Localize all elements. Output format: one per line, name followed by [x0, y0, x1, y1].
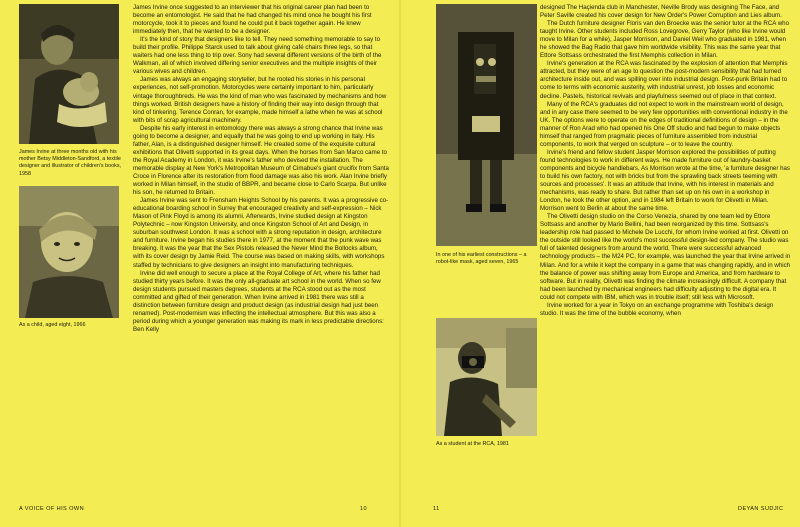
paragraph: Irvine did well enough to secure a place at the Royal College of Art, where his father had studied thirty years before. It was the only all-graduate art school in the world. When so few design students pursued masters degrees, students at the RCA stood out as the most committed and gifted of their generation. When Irvine arrived in 1981 there was still a distinction between furniture design and product design (as industrial design had just been renamed). Post-modernism was inflecting the intellectual atmosphere. But this was also a period during which a younger generation was making its mark in less predictable directions: Ben Kelly	[133, 269, 384, 333]
right-body-text	[540, 4, 792, 318]
paragraph: James Irvine was sent to Frensham Heights School by his parents. It was a progressive co-educational boarding school in Surrey that encouraged creativity and self-expression – Nick Mason of Pink Floyd is among its alumni. Afterwards, Irvine studied design at Kingston Polytechnic – now Kingston University, and once Kingston School of Art and Design, in suburban southwest London. It was a school with a strong reputation in design, architecture and furniture. Irvine began his studies there in 1977, at the moment that the punk wave was breaking. It was the year that the Sex Pistols released the Never Mind the Bollocks album, with its cover design by Jamie Reid. The course was based on making skills, with workshops staffed by technicians to give designers an insight into manufacturing techniques.	[133, 197, 389, 269]
photo-mother-and-baby	[19, 4, 119, 144]
caption-mother-and-baby: James Irvine at three months old with his mother Betsy Middleton-Sandford, a textile designer and illustrator of children's books, 1958	[19, 149, 122, 177]
folio-page-number-left: 10	[360, 506, 368, 512]
paragraph: The Dutch furniture designer Floris van den Broecke was the senior tutor at the RCA who taught Irvine. Other students included Ross Lovegrove, Gerry Taylor (who like Irvine would move to Milan for a while), Jasper Morrison, and Daniel Weil who graduated in 1981, when he showed the Bag Radio that gave him worldwide visibility. This was the same year that Ettore Sottsass orchestrated the first Memphis collection in Milan.	[540, 20, 789, 60]
paragraph: Irvine's generation at the RCA was fascinated by the explosion of attention that Memphis attracted, but they were of an age to question the post-modern sensibility that had turned architecture inside out, and was spilling over into industrial design. Post-punk Britain had to come to terms with economic austerity, with industrial unrest, job losses and economic decline. Pastels, historical revivals and playfulness seemed out of place in that context.	[540, 60, 788, 100]
photo-child-aged-eight	[19, 186, 119, 318]
paragraph: Despite his early interest in entomology there was always a strong chance that Irvine was going to become a designer, and equally that he was going to end up working in Italy. His father, Alan, is a distinguished designer himself. He created some of the exquisite cultural exhibitions that Olivetti supported in its great days. When the horses from San Marco came to the Royal Academy in London, it was Irvine's father who devised the installation. The memorable display at New York's Metropolitan Museum of Cimabue's giant crucifix from Santa Croce in Florence after its restoration from flood damage was also his work. Alan Irvine briefly worked in Milan himself, in the studio of BBPR, and became close to Carlo Scarpa. But unlike his son, he returned to Britain.	[133, 124, 389, 197]
paragraph: It's the kind of story that designers like to tell. They need something memorable to say to build their profile. Philippe Starck used to talk about giving café chairs three legs, so that waiters had one less thing to trip over. Sony had several different versions of the birth of the Walkman, all of which involved differing senior executives and the multiple insights of their various wives and children.	[133, 36, 382, 76]
paragraph: designed The Haçienda club in Manchester, Neville Brody was designing The Face, and Peter Saville created his cover design for New Order's Power Corruption and Lies album.	[540, 4, 782, 20]
caption-child-aged-eight: As a child, aged eight, 1966	[19, 322, 86, 328]
paragraph: Irvine's friend and fellow student Jasper Morrison explored the possibilities of putting found technologies to work in different ways. He made furniture out of laundry-basket components and bicycle handlebars. As Morrison wrote at the time, 'a furniture designer has to build his own factory, not with bricks but from the sprawling back streets teeming with sources and processes'. It was an attitude that Irvine, with his interest in materials and mechanisms, was ready to share. But rather than set up on his own in a workshop in London, he took the other option, and in 1984 left Britain to work for Olivetti in Milan. Morrison went to Berlin at about the same time.	[540, 148, 790, 213]
photo-robot-mask	[436, 4, 537, 246]
paragraph: Many of the RCA's graduates did not expect to work in the mainstream world of design, and in any case there seemed to be very few opportunities with conventional industry in the UK. The options were to operate on the edges of traditional definitions of design – in the manner of Ron Arad who had opened his One Off studio and had begun to make objects himself that ranged from pragmatic pieces of furniture assembled from industrial components, to work that verged on sculpture – or to leave the country.	[540, 100, 788, 148]
paragraph: James Irvine once suggested to an interviewer that his original career plan had been to become an entomologist. He said that he had changed his mind once he bought his first motorcycle, took it to pieces and found he could put it back together again. He knew immediately then, that he wanted to be a designer.	[133, 4, 372, 36]
folio-page-number-right: 11	[433, 506, 440, 512]
caption-robot-mask: In one of his earliest constructions – a robot-like mask, aged seven, 1965	[436, 252, 527, 266]
folio-title: A VOICE OF HIS OWN	[19, 506, 85, 512]
left-body-text	[133, 4, 390, 334]
paragraph: The Olivetti design studio on the Corso Venezia, shared by one team led by Ettore Sottsass and another by Mario Bellini, had been reorganized by this time. Sottsass's leadership role had passed to Michele De Lucchi, for whom Irvine worked at first. Olivetti on the outside still looked like the world's most successful design-led company. The studio was full of talented designers from around the world. There were successful advanced technology products – the M24 PC, for example, was launched the year that Irvine arrived in Milan. And for a while it kept the company in a game that was changing rapidly, and in which the balance of power was shifting away from Europe and America, and from hardware to software. But in reality, Olivetti was finding the climate increasingly difficult. A company that had been launched by mechanical engineers had difficulty adjusting to the digital era. It could not compete with IBM, which was in trouble itself; still less with Microsoft.	[540, 213, 791, 301]
paragraph: James was always an engaging storyteller, but he rooted his stories in his personal experiences, not self-promotion. Motorcycles were certainly important to him, particularly vintage thoroughbreds. He was the kind of man who was fascinated by mechanisms and how things worked. British designers have a history of finding their way into design through that kind of tinkering. Terence Conran, for example, made himself a lathe when he was at school with bits of scrap agricultural machinery.	[133, 76, 387, 124]
folio-author: DEYAN SUDJIC	[738, 506, 784, 512]
photo-student-at-rca	[436, 318, 537, 436]
caption-student-at-rca: As a student at the RCA, 1981	[436, 441, 509, 447]
paragraph: Irvine worked for a year in Tokyo on an exchange programme with Toshiba's design studio. It was the time of the bubble economy, when	[540, 301, 774, 317]
gutter	[399, 0, 401, 527]
